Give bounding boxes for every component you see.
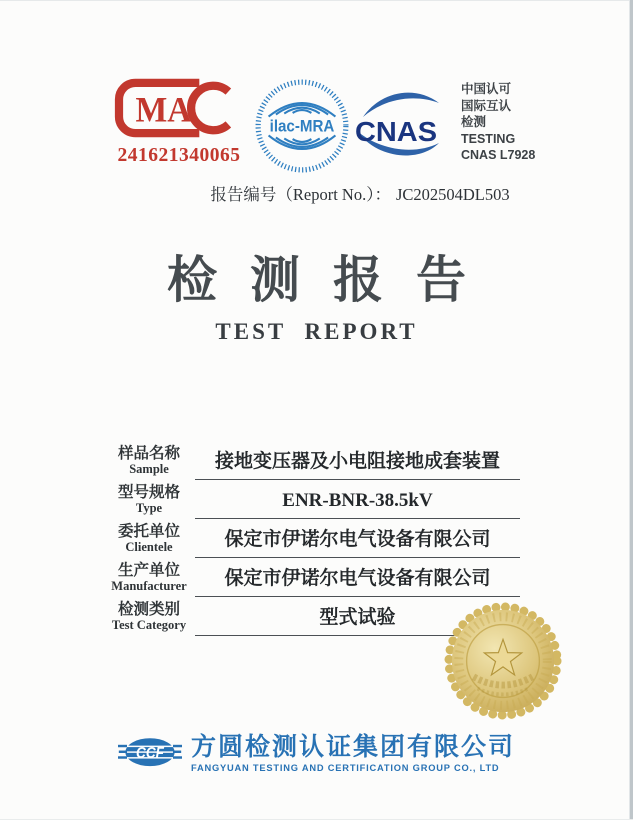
scan-edge-top <box>0 0 633 1</box>
report-title-zh: 检测报告 <box>167 252 499 308</box>
cma-mark-icon <box>112 78 246 138</box>
field-value: 接地变压器及小电阻接地成套装置 <box>195 445 520 480</box>
ilac-mra-label: ilac-MRA <box>269 116 335 136</box>
field-label <box>95 562 203 594</box>
field-label <box>95 445 203 477</box>
gold-foil-seal <box>444 602 562 720</box>
cnas-icon <box>353 87 441 163</box>
table-row <box>95 480 535 519</box>
report-number-value: JC202504DL503 <box>395 185 510 204</box>
field-label-en: Type <box>135 500 163 515</box>
field-value: 保定市伊诺尔电气设备有限公司 <box>195 562 520 597</box>
field-label <box>95 484 203 516</box>
field-label-en: Test Category <box>111 617 187 632</box>
accreditation-line: TESTING <box>461 131 516 146</box>
field-label-zh: 样品名称 <box>117 444 180 462</box>
report-number-line <box>150 184 570 206</box>
ilac-mra-icon <box>255 79 349 173</box>
report-title-en: TEST REPORT <box>215 319 418 344</box>
ccf-letters: CCF <box>136 744 165 762</box>
table-row <box>95 558 535 597</box>
field-label <box>95 601 203 633</box>
accreditation-line: 国际互认 <box>461 98 512 113</box>
accreditation-line: 检测 <box>461 115 487 129</box>
field-value: 型式试验 <box>195 601 520 636</box>
footer-company-en: FANGYUAN TESTING AND CERTIFICATION GROUP CO., LTD <box>190 762 500 773</box>
gold-seal-icon <box>444 602 562 720</box>
accreditation-line: CNAS L7928 <box>461 148 536 162</box>
footer-company <box>191 733 515 774</box>
cma-certificate-number: 241621340065 <box>117 145 241 166</box>
field-value: ENR-BNR-38.5kV <box>195 484 520 519</box>
field-label-zh: 检测类别 <box>117 600 180 618</box>
table-row <box>95 441 535 480</box>
table-row <box>95 519 535 558</box>
cma-letters: MA <box>135 89 192 130</box>
cma-logo <box>112 78 246 167</box>
cnas-letters: CNAS <box>355 116 437 147</box>
ilac-mra-logo <box>255 79 349 178</box>
report-number-label: 报告编号（Report No.）： <box>210 185 391 204</box>
field-label-en: Sample <box>129 461 169 476</box>
footer-company-zh: 方圆检测认证集团有限公司 <box>190 732 515 761</box>
field-label-zh: 生产单位 <box>117 561 180 579</box>
ccf-logo-icon <box>118 731 182 775</box>
field-label-zh: 委托单位 <box>117 522 180 540</box>
accreditation-line: 中国认可 <box>461 82 512 96</box>
accreditation-text <box>461 81 535 164</box>
field-label-zh: 型号规格 <box>117 483 180 501</box>
field-value: 保定市伊诺尔电气设备有限公司 <box>195 523 520 558</box>
field-label-en: Clientele <box>125 539 173 554</box>
footer-brand <box>0 731 633 775</box>
cnas-logo <box>353 87 441 168</box>
field-label <box>95 523 203 555</box>
field-label-en: Manufacturer <box>111 578 187 593</box>
